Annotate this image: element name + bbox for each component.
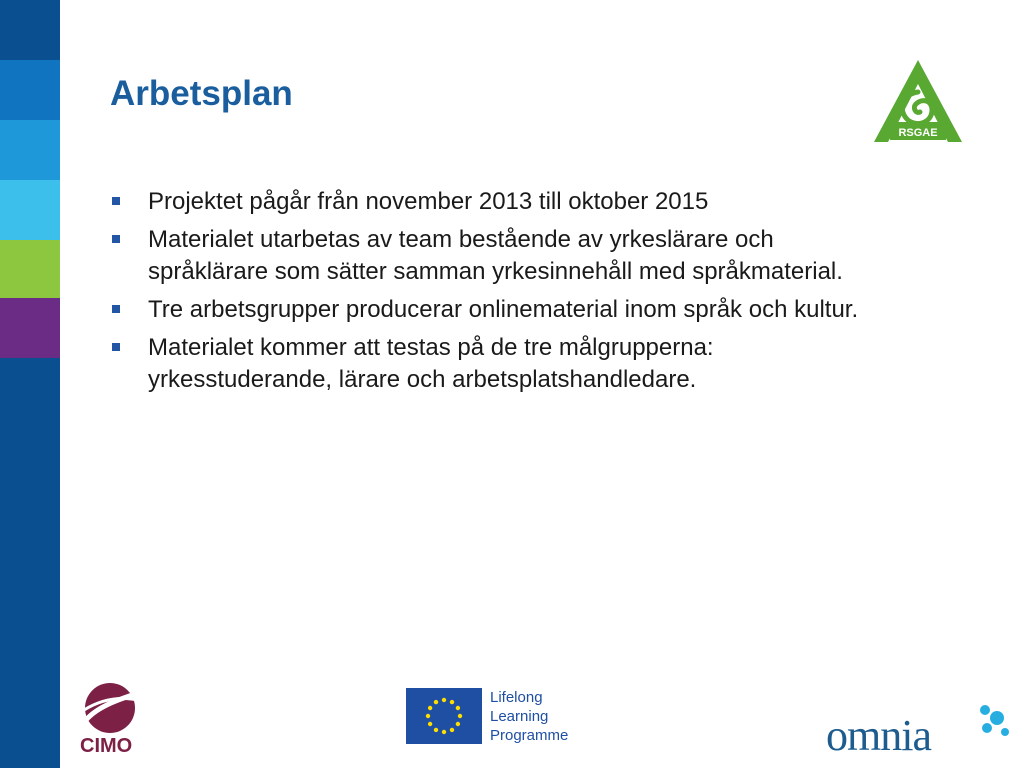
bullet-text: Tre arbetsgrupper producerar onlinematerial inom språk och kultur.	[148, 296, 859, 323]
sidebar-band	[0, 120, 60, 180]
bullet-text: Materialet kommer att testas på de tre målgrupperna: yrkesstuderande, lärare och arbetsplatshandledare.	[148, 334, 714, 393]
llp-line: Learning	[490, 708, 549, 725]
llp-line: Lifelong	[490, 689, 543, 706]
bullet-text: Materialet utarbetas av team bestående av yrkeslärare och språklärare som sätter samman yrkesinnehåll med språkmaterial.	[148, 226, 843, 285]
cimo-logo-icon	[78, 680, 146, 736]
bullet-square-icon	[112, 305, 120, 313]
bullet-square-icon	[112, 343, 120, 351]
cimo-logo-text: CIMO	[80, 735, 133, 757]
slide-title: Arbetsplan	[110, 74, 293, 113]
sidebar-band	[0, 0, 60, 60]
rsgae-logo-icon	[866, 56, 970, 148]
list-item	[110, 224, 1010, 288]
bullet-square-icon	[112, 197, 120, 205]
rsgae-logo-text: RSGAE	[898, 127, 938, 139]
list-item	[110, 186, 1010, 218]
omnia-dots-icon	[975, 700, 1015, 740]
lifelong-learning-programme-label	[490, 688, 568, 745]
list-item	[110, 332, 1010, 396]
left-sidebar-decoration	[0, 0, 60, 768]
list-item	[110, 294, 1010, 326]
bullet-square-icon	[112, 235, 120, 243]
omnia-logo-text: omnia	[826, 711, 931, 760]
sidebar-band	[0, 240, 60, 300]
eu-flag-icon	[406, 688, 482, 744]
sidebar-band	[0, 60, 60, 120]
bullet-text: Projektet pågår från november 2013 till oktober 2015	[148, 188, 709, 215]
llp-line: Programme	[490, 727, 569, 744]
bullet-list	[110, 186, 1010, 402]
sidebar-band	[0, 180, 60, 240]
sidebar-band	[0, 298, 60, 358]
